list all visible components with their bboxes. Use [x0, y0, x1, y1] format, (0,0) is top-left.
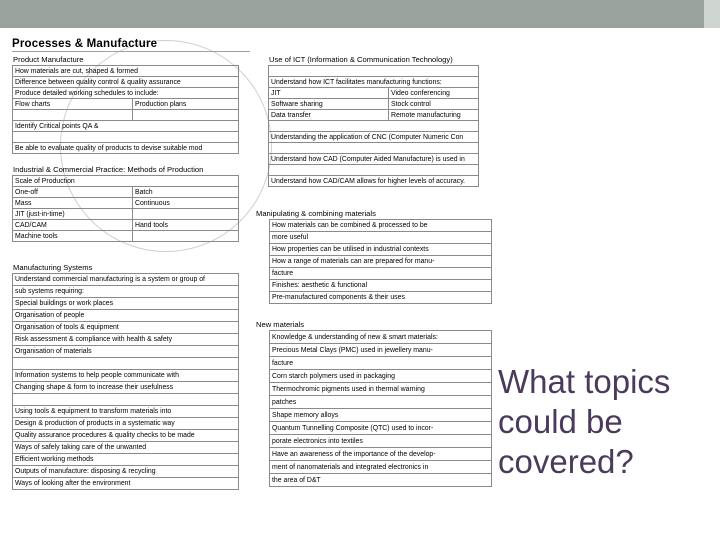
table-cell [133, 231, 239, 242]
table-cell: ment of nanomaterials and integrated electronics in [270, 461, 492, 474]
table-cell: Organisation of tools & equipment [13, 322, 239, 334]
table-cell: Data transfer [269, 110, 389, 121]
manufacturing-systems-table [12, 273, 239, 490]
table-cell: Have an awareness of the importance of the develop- [270, 448, 492, 461]
table-cell: Understand commercial manufacturing is a system or group of [13, 274, 239, 286]
table-cell: Finishes: aesthetic & functional [270, 280, 492, 292]
table-cell [13, 394, 239, 406]
table-cell: Efficient working methods [13, 454, 239, 466]
table-cell: Difference between quality control & quality assurance [13, 77, 239, 88]
table-cell: How properties can be utilised in industrial contexts [270, 244, 492, 256]
product-manufacture-table [12, 65, 239, 154]
table-cell [269, 66, 479, 77]
table-cell: Precious Metal Clays (PMC) used in jewellery manu- [270, 344, 492, 357]
table-cell: Using tools & equipment to transform materials into [13, 406, 239, 418]
table-cell: Continuous [133, 198, 239, 209]
section-heading: Product Manufacture [13, 55, 84, 64]
table-cell: Software sharing [269, 99, 389, 110]
table-cell: Understanding the application of CNC (Computer Numeric Con [269, 132, 479, 143]
table-cell: Video conferencing [389, 88, 479, 99]
table-cell: Produce detailed working schedules to include: [13, 88, 239, 99]
new-materials-table [269, 330, 492, 487]
table-cell: sub systems requiring: [13, 286, 239, 298]
table-cell: How materials can be combined & processed to be [270, 220, 492, 232]
ict-section [268, 54, 479, 187]
table-cell [269, 121, 479, 132]
table-cell: Batch [133, 187, 239, 198]
table-cell: Quality assurance procedures & quality checks to be made [13, 430, 239, 442]
question-text: What topics could be covered? [498, 363, 671, 480]
table-cell: Corn starch polymers used in packaging [270, 370, 492, 383]
table-cell: Be able to evaluate quality of products to devise suitable mod [13, 143, 239, 154]
section-heading: Industrial & Commercial Practice: Methods of Production [13, 165, 204, 174]
table-cell [133, 110, 239, 121]
table-cell: Changing shape & form to increase their usefulness [13, 382, 239, 394]
table-cell: more useful [270, 232, 492, 244]
section-heading: New materials [256, 320, 305, 329]
manipulating-materials-section [255, 208, 492, 304]
table-cell: Production plans [133, 99, 239, 110]
table-cell: Pre-manufactured components & their uses [270, 292, 492, 304]
table-cell: patches [270, 396, 492, 409]
table-cell: Special buildings or work places [13, 298, 239, 310]
table-cell: How materials are cut, shaped & formed [13, 66, 239, 77]
table-cell: Mass [13, 198, 133, 209]
table-cell: CAD/CAM [13, 220, 133, 231]
table-cell [269, 143, 479, 154]
table-cell [13, 132, 239, 143]
table-cell: Machine tools [13, 231, 133, 242]
new-materials-section [255, 319, 492, 487]
section-heading: Manufacturing Systems [13, 263, 93, 272]
section-heading: Use of ICT (Information & Communication Technology) [269, 55, 453, 64]
table-cell: Understand how ICT facilitates manufacturing functions: [269, 77, 479, 88]
table-cell: Outputs of manufacture: disposing & recycling [13, 466, 239, 478]
table-cell: How a range of materials can are prepared for manu- [270, 256, 492, 268]
table-cell: Information systems to help people communicate with [13, 370, 239, 382]
table-cell: Organisation of people [13, 310, 239, 322]
table-cell: Understand how CAD/CAM allows for higher levels of accuracy. [269, 176, 479, 187]
table-cell: facture [270, 357, 492, 370]
top-accent-square [704, 0, 720, 28]
methods-of-production-table [12, 175, 239, 242]
table-cell: Shape memory alloys [270, 409, 492, 422]
table-cell: Identify Critical points QA & [13, 121, 239, 132]
table-cell: the area of D&T [270, 474, 492, 487]
table-cell: Quantum Tunnelling Composite (QTC) used to incor- [270, 422, 492, 435]
manipulating-materials-table [269, 219, 492, 304]
table-cell [133, 209, 239, 220]
table-cell: Ways of safely taking care of the unwanted [13, 442, 239, 454]
table-cell: One-off [13, 187, 133, 198]
table-cell [13, 358, 239, 370]
product-manufacture-section [12, 54, 239, 154]
table-cell: Risk assessment & compliance with health & safety [13, 334, 239, 346]
industrial-practice-section [12, 164, 239, 242]
table-cell: porate electronics into textiles [270, 435, 492, 448]
table-cell: Understand how CAD (Computer Aided Manufacture) is used in [269, 154, 479, 165]
ict-table [268, 65, 479, 187]
table-cell: JIT [269, 88, 389, 99]
manufacturing-systems-section [12, 262, 239, 490]
section-heading: Manipulating & combining materials [256, 209, 376, 218]
table-cell: Stock control [389, 99, 479, 110]
table-cell [269, 165, 479, 176]
table-cell: Scale of Production [13, 176, 239, 187]
table-cell: Thermochromic pigments used in thermal warning [270, 383, 492, 396]
top-accent-bar [0, 0, 720, 28]
table-cell: facture [270, 268, 492, 280]
page-title: Processes & Manufacture [12, 38, 158, 50]
table-cell: Flow charts [13, 99, 133, 110]
table-cell: Remote manufacturing [389, 110, 479, 121]
table-cell: Knowledge & understanding of new & smart materials: [270, 331, 492, 344]
table-cell: Hand tools [133, 220, 239, 231]
table-cell: Ways of looking after the environment [13, 478, 239, 490]
table-cell: Organisation of materials [13, 346, 239, 358]
table-cell: JIT (just-in-time) [13, 209, 133, 220]
table-cell: Design & production of products in a systematic way [13, 418, 239, 430]
table-cell [13, 110, 133, 121]
title-underline [12, 51, 250, 52]
